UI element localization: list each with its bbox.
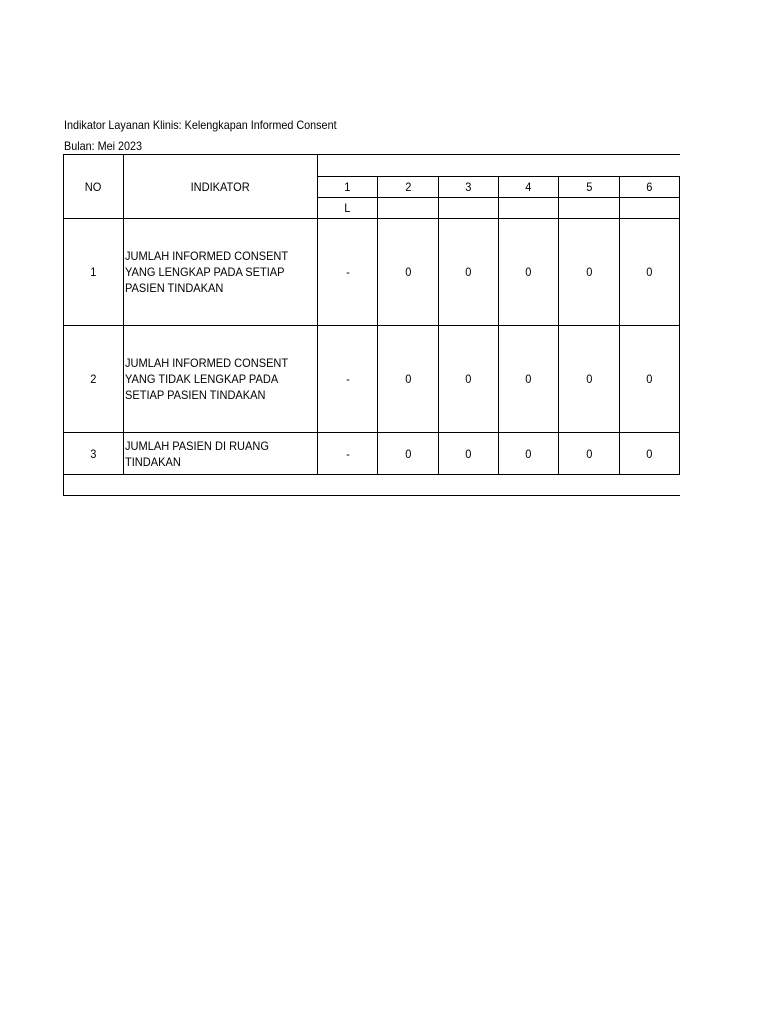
header-indikator	[124, 155, 317, 218]
row-2-day-2	[378, 326, 438, 432]
row-2-day-6	[620, 326, 679, 432]
row-1-day-6-value: 0	[646, 265, 653, 279]
header-sub-1-label: L	[344, 201, 351, 215]
row-3-day-1	[318, 433, 377, 474]
row-3-indikator	[124, 433, 317, 474]
header-day-2	[378, 177, 438, 197]
document-title: Indikator Layanan Klinis: Kelengkapan Informed Consent	[64, 118, 337, 132]
row-1-indikator-label: JUMLAH INFORMED CONSENT YANG LENGKAP PADA SETIAP PASIEN TINDAKAN	[125, 249, 289, 295]
row-1-day-1-value: -	[345, 265, 350, 279]
row-2-no-label: 2	[89, 372, 97, 386]
row-2-day-4	[499, 326, 558, 432]
document-period: Bulan: Mei 2023	[64, 139, 143, 153]
row-2-day-2-value: 0	[404, 372, 412, 386]
header-indikator-label: INDIKATOR	[190, 179, 251, 194]
row-2-day-5	[559, 326, 619, 432]
row-3-day-1-value: -	[345, 446, 350, 461]
row-3-day-6-value: 0	[646, 446, 653, 461]
header-no-label: NO	[84, 179, 102, 194]
row-2-day-6-value: 0	[646, 372, 653, 386]
row-2-day-3	[439, 326, 498, 432]
row-2-indikator	[124, 326, 317, 432]
row-1-day-2	[378, 219, 438, 325]
row-3-day-3	[439, 433, 498, 474]
row-3-day-3-value: 0	[465, 446, 472, 461]
row-3-no	[63, 433, 123, 474]
row-2-day-1-value: -	[345, 372, 350, 386]
row-1-day-4	[499, 219, 558, 325]
row-3-no-label: 3	[89, 446, 97, 461]
header-day-2-label: 2	[404, 180, 412, 194]
table-border-right	[679, 176, 680, 475]
row-3-indikator-label: JUMLAH PASIEN DI RUANG TINDAKAN	[125, 438, 269, 469]
header-day-6	[620, 177, 679, 197]
header-day-3-label: 3	[465, 180, 472, 194]
row-1-day-6	[620, 219, 679, 325]
row-1-day-4-value: 0	[525, 265, 532, 279]
row-1-no	[63, 219, 123, 325]
row-1-day-3	[439, 219, 498, 325]
row-3-day-5-value: 0	[585, 446, 593, 461]
header-sub-1	[318, 198, 377, 218]
row-3-day-4	[499, 433, 558, 474]
row-3-day-5	[559, 433, 619, 474]
header-day-4-label: 4	[525, 180, 532, 194]
row-1-day-2-value: 0	[404, 265, 412, 279]
table-row-3-bottom	[63, 474, 680, 475]
row-2-day-5-value: 0	[585, 372, 593, 386]
row-3-day-6	[620, 433, 679, 474]
header-day-1-label: 1	[344, 180, 351, 194]
row-1-indikator	[124, 219, 317, 325]
header-day-1	[318, 177, 377, 197]
table-border-bottom	[63, 495, 680, 496]
row-1-day-1	[318, 219, 377, 325]
row-1-day-3-value: 0	[465, 265, 472, 279]
row-2-indikator-label: JUMLAH INFORMED CONSENT YANG TIDAK LENGKAP PADA SETIAP PASIEN TINDAKAN	[125, 356, 289, 402]
header-day-4	[499, 177, 558, 197]
row-2-day-1	[318, 326, 377, 432]
header-day-6-label: 6	[646, 180, 653, 194]
row-1-no-label: 1	[89, 265, 97, 279]
row-3-day-2	[378, 433, 438, 474]
row-2-day-3-value: 0	[465, 372, 472, 386]
row-1-day-5-value: 0	[585, 265, 593, 279]
header-no	[63, 155, 123, 218]
row-3-day-2-value: 0	[404, 446, 412, 461]
row-1-day-5	[559, 219, 619, 325]
row-2-day-4-value: 0	[525, 372, 532, 386]
header-day-3	[439, 177, 498, 197]
header-day-5	[559, 177, 619, 197]
row-3-day-4-value: 0	[525, 446, 532, 461]
row-2-no	[63, 326, 123, 432]
header-day-5-label: 5	[585, 180, 593, 194]
